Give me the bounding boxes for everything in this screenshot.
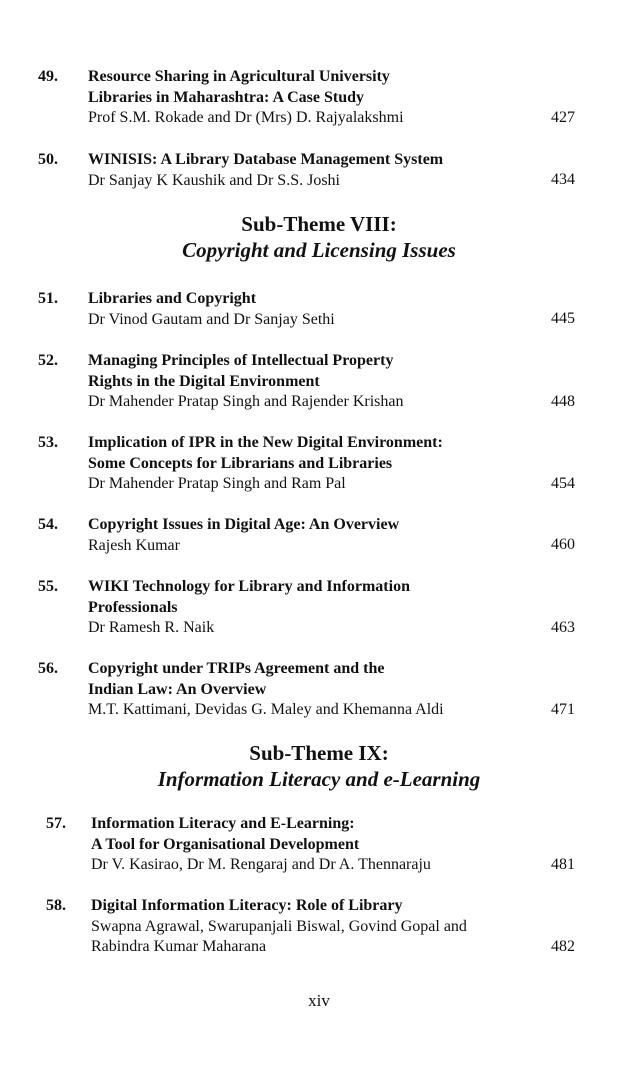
page-number: xiv — [308, 991, 330, 1010]
entry-title: Professionals — [88, 598, 178, 616]
entry-authors: Rajesh Kumar — [88, 536, 180, 554]
entry-page: 434 — [551, 171, 575, 188]
entry-number: 50. — [38, 151, 58, 168]
sub-theme-title: Sub-Theme VIII: — [241, 212, 397, 236]
entry-number: 58. — [46, 897, 66, 914]
entry-number: 55. — [38, 578, 58, 595]
entry-number: 56. — [38, 660, 58, 677]
entry-body — [88, 351, 528, 413]
entry-title: Implication of IPR in the New Digital Environment: — [88, 434, 443, 451]
entry-body — [88, 659, 528, 721]
entry-body — [88, 433, 528, 495]
entry-authors: M.T. Kattimani, Devidas G. Maley and Khemanna Aldi — [88, 701, 444, 718]
entry-authors: Dr Sanjay K Kaushik and Dr S.S. Joshi — [88, 171, 340, 189]
entry-body — [88, 150, 528, 191]
entry-title: WINISIS: A Library Database Management System — [88, 151, 444, 168]
sub-theme-heading — [0, 211, 638, 263]
entry-body — [88, 515, 528, 556]
entry-authors: Dr Vinod Gautam and Dr Sanjay Sethi — [88, 310, 335, 328]
entry-number: 51. — [38, 290, 58, 307]
entry-authors: Dr Mahender Pratap Singh and Ram Pal — [88, 475, 346, 492]
sub-theme-title: Sub-Theme IX: — [249, 741, 389, 765]
entry-page: 427 — [551, 109, 575, 126]
entry-title: Rights in the Digital Environment — [88, 372, 320, 390]
entry-title: Libraries and Copyright — [88, 290, 257, 307]
entry-title: Some Concepts for Librarians and Libraries — [88, 454, 393, 472]
entry-page: 445 — [551, 310, 575, 327]
entry-title: Resource Sharing in Agricultural University — [88, 68, 390, 85]
entry-body — [88, 67, 528, 129]
entry-page: 482 — [551, 938, 575, 955]
entry-authors: Prof S.M. Rokade and Dr (Mrs) D. Rajyalakshmi — [88, 109, 404, 126]
entry-number: 53. — [38, 434, 58, 451]
entry-title: WIKI Technology for Library and Information — [88, 578, 410, 595]
entry-body — [91, 896, 531, 958]
entry-page: 448 — [551, 393, 575, 410]
sub-theme-heading — [0, 740, 638, 792]
entry-title: Libraries in Maharashtra: A Case Study — [88, 88, 365, 106]
entry-page: 481 — [551, 856, 575, 873]
entry-authors: Dr Mahender Pratap Singh and Rajender Krishan — [88, 393, 404, 410]
entry-authors: Rabindra Kumar Maharana — [91, 938, 267, 955]
entry-number: 54. — [38, 516, 58, 533]
entry-page: 463 — [551, 619, 575, 636]
entry-title: Copyright under TRIPs Agreement and the — [88, 660, 385, 677]
entry-number: 49. — [38, 68, 58, 85]
entry-number: 57. — [46, 815, 66, 832]
entry-authors: Swapna Agrawal, Swarupanjali Biswal, Govind Gopal and — [91, 917, 467, 935]
entry-authors: Dr V. Kasirao, Dr M. Rengaraj and Dr A. Thennaraju — [91, 856, 431, 873]
sub-theme-subtitle: Copyright and Licensing Issues — [182, 238, 456, 262]
entry-page: 454 — [551, 475, 575, 492]
entry-number: 52. — [38, 352, 58, 369]
entry-title: Managing Principles of Intellectual Property — [88, 352, 394, 369]
entry-title: Indian Law: An Overview — [88, 680, 267, 698]
entry-title: Digital Information Literacy: Role of Library — [91, 897, 403, 914]
entry-body — [91, 814, 531, 876]
entry-title: A Tool for Organisational Development — [91, 835, 360, 853]
entry-authors: Dr Ramesh R. Naik — [88, 619, 215, 636]
entry-page: 471 — [551, 701, 575, 718]
entry-body — [88, 289, 528, 330]
entry-title: Information Literacy and E-Learning: — [91, 815, 355, 832]
sub-theme-subtitle: Information Literacy and e-Learning — [157, 767, 481, 791]
entry-page: 460 — [551, 536, 575, 553]
entry-body — [88, 577, 528, 639]
entry-title: Copyright Issues in Digital Age: An Overview — [88, 516, 400, 533]
